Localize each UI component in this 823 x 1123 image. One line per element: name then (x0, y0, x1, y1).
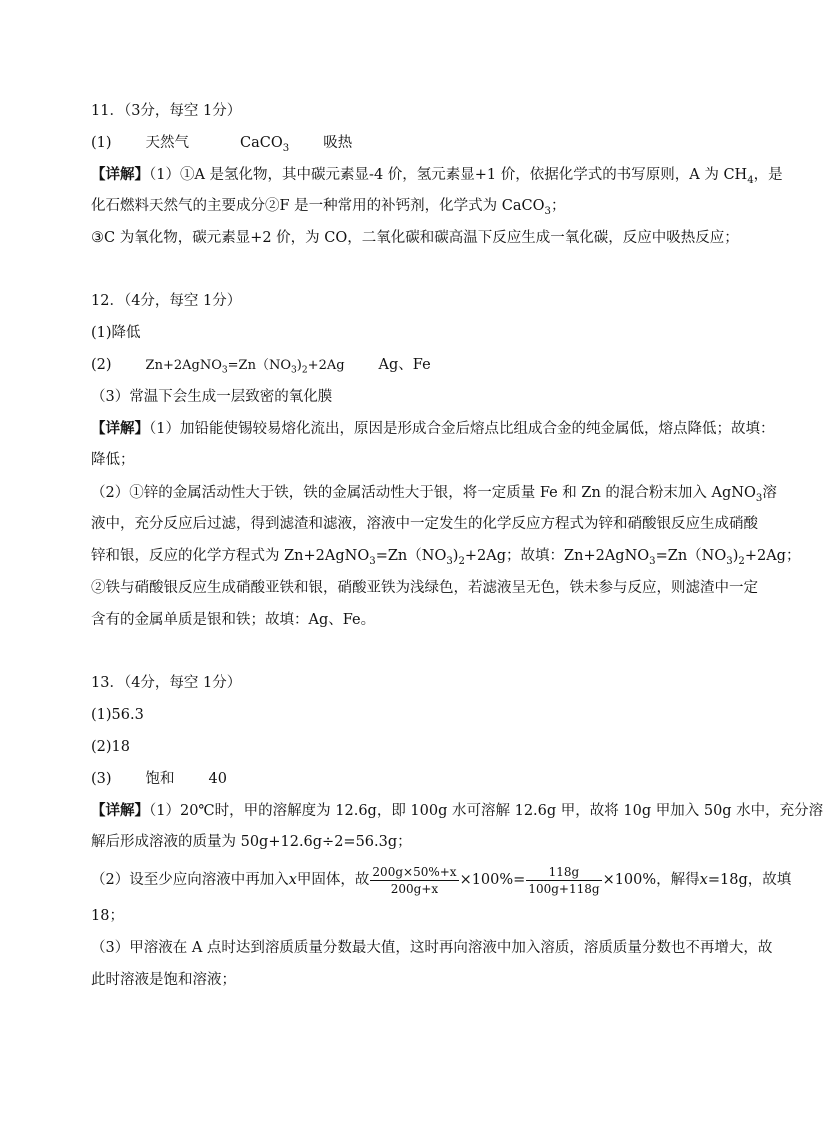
answer-1: 天然气 (145, 135, 190, 151)
answer-3: 吸热 (323, 135, 353, 151)
q13-detail-line-4: 18； (91, 908, 124, 924)
q13-answer-1: (1)56.3 (91, 707, 144, 723)
answer-saturated: 饱和 (145, 771, 175, 787)
answer-number: (1) (91, 135, 112, 151)
answer-metals: Ag、Fe (378, 357, 431, 373)
answer-forty: 40 (208, 771, 227, 787)
detail-label: 【详解】 (91, 166, 149, 183)
q12-detail-line-1: 【详解】（1）加铅能使锡较易熔化流出，原因是形成合金后熔点比组成合金的纯金属低，熔点降低；故填： (91, 420, 775, 437)
answer-2: CaCO$_3$ (240, 135, 290, 154)
q11-answers (91, 133, 352, 153)
equation: $Zn+2AgNO_3=Zn(NO_3)_2+2Ag$ (145, 358, 345, 376)
q11-detail-line-3: ③C 为氧化物，碳元素显+2 价，为 CO，二氧化碳和碳高温下反应生成一氧化碳，反应中吸热反应； (91, 230, 739, 246)
q13-detail-line-5: （3）甲溶液在 A 点时达到溶质质量分数最大值，这时再向溶液中加入溶质，溶质质量分数也不再增大，故 (91, 940, 773, 956)
q12-detail-line-2: 降低； (91, 452, 135, 468)
q12-answer-3: （3）常温下会生成一层致密的氧化膜 (91, 389, 333, 405)
q12-header: 12．（4分，每空 1分） (91, 293, 242, 309)
fraction-left: $\frac{200g\times 50\%+x}{200g+x}$ (372, 864, 457, 896)
q12-detail-line-6: ②铁与硝酸银反应生成硝酸亚铁和银，硝酸亚铁为浅绿色，若滤液呈无色，铁未参与反应，则滤渣中一定 (91, 580, 758, 596)
detail-label: 【详解】 (91, 802, 149, 819)
fraction-right: $\frac{118g}{100g+118g}$ (528, 864, 600, 896)
q13-answer-3: (3) 饱和 40 (91, 771, 227, 787)
q13-detail-line-3: （2）设至少应向溶液中再加入x甲固体，故 $\frac{200g\times 50\%+x}{200g+x}$ ×100%= $\frac{118g}{100g+118g}$ ×100%，解得x=18g，故填 (91, 864, 792, 896)
q12-detail-line-5: 锌和银，反应的化学方程式为 $Zn+2AgNO_3=Zn(NO_3)_2+2Ag$；故填：$Zn+2AgNO_3=Zn(NO_3)_2+2Ag$； (91, 548, 801, 567)
q12-answer-2: (2) $Zn+2AgNO_3=Zn(NO_3)_2+2Ag$ Ag、Fe (91, 357, 431, 376)
q13-answer-2: (2)18 (91, 739, 130, 755)
detail-label: 【详解】 (91, 420, 149, 437)
q12-detail-line-3: （2）①锌的金属活动性大于铁，铁的金属活动性大于银，将一定质量 Fe 和 Zn 的混合粉末加入 AgNO$_3$溶 (91, 485, 777, 504)
q13-detail-line-6: 此时溶液是饱和溶液； (91, 972, 236, 988)
q12-detail-line-4: 液中，充分反应后过滤，得到滤渣和滤液，溶液中一定发生的化学反应方程式为锌和硝酸银反应生成硝酸 (91, 516, 758, 532)
q12-answer-1: (1)降低 (91, 325, 141, 341)
q11-header: 11．（3分，每空 1分） (91, 103, 242, 119)
q11-detail-line-1: 【详解】（1）①A 是氢化物，其中碳元素显-4 价，氢元素显+1 价，依据化学式的书写原则，A 为 $CH_4$，是 (91, 166, 783, 186)
q13-detail-line-2: 解后形成溶液的质量为 50g+12.6g÷2=56.3g； (91, 834, 412, 850)
q13-header: 13．（4分，每空 1分） (91, 675, 242, 691)
q12-detail-line-7: 含有的金属单质是银和铁；故填：Ag、Fe。 (91, 612, 376, 628)
q11-detail-line-2: 化石燃料天然气的主要成分②F 是一种常用的补钙剂，化学式为 CaCO$_3$； (91, 198, 566, 217)
q13-detail-line-1: 【详解】（1）20℃时，甲的溶解度为 12.6g，即 100g 水可溶解 12.6g 甲，故将 10g 甲加入 50g 水中，充分溶 (91, 802, 823, 819)
